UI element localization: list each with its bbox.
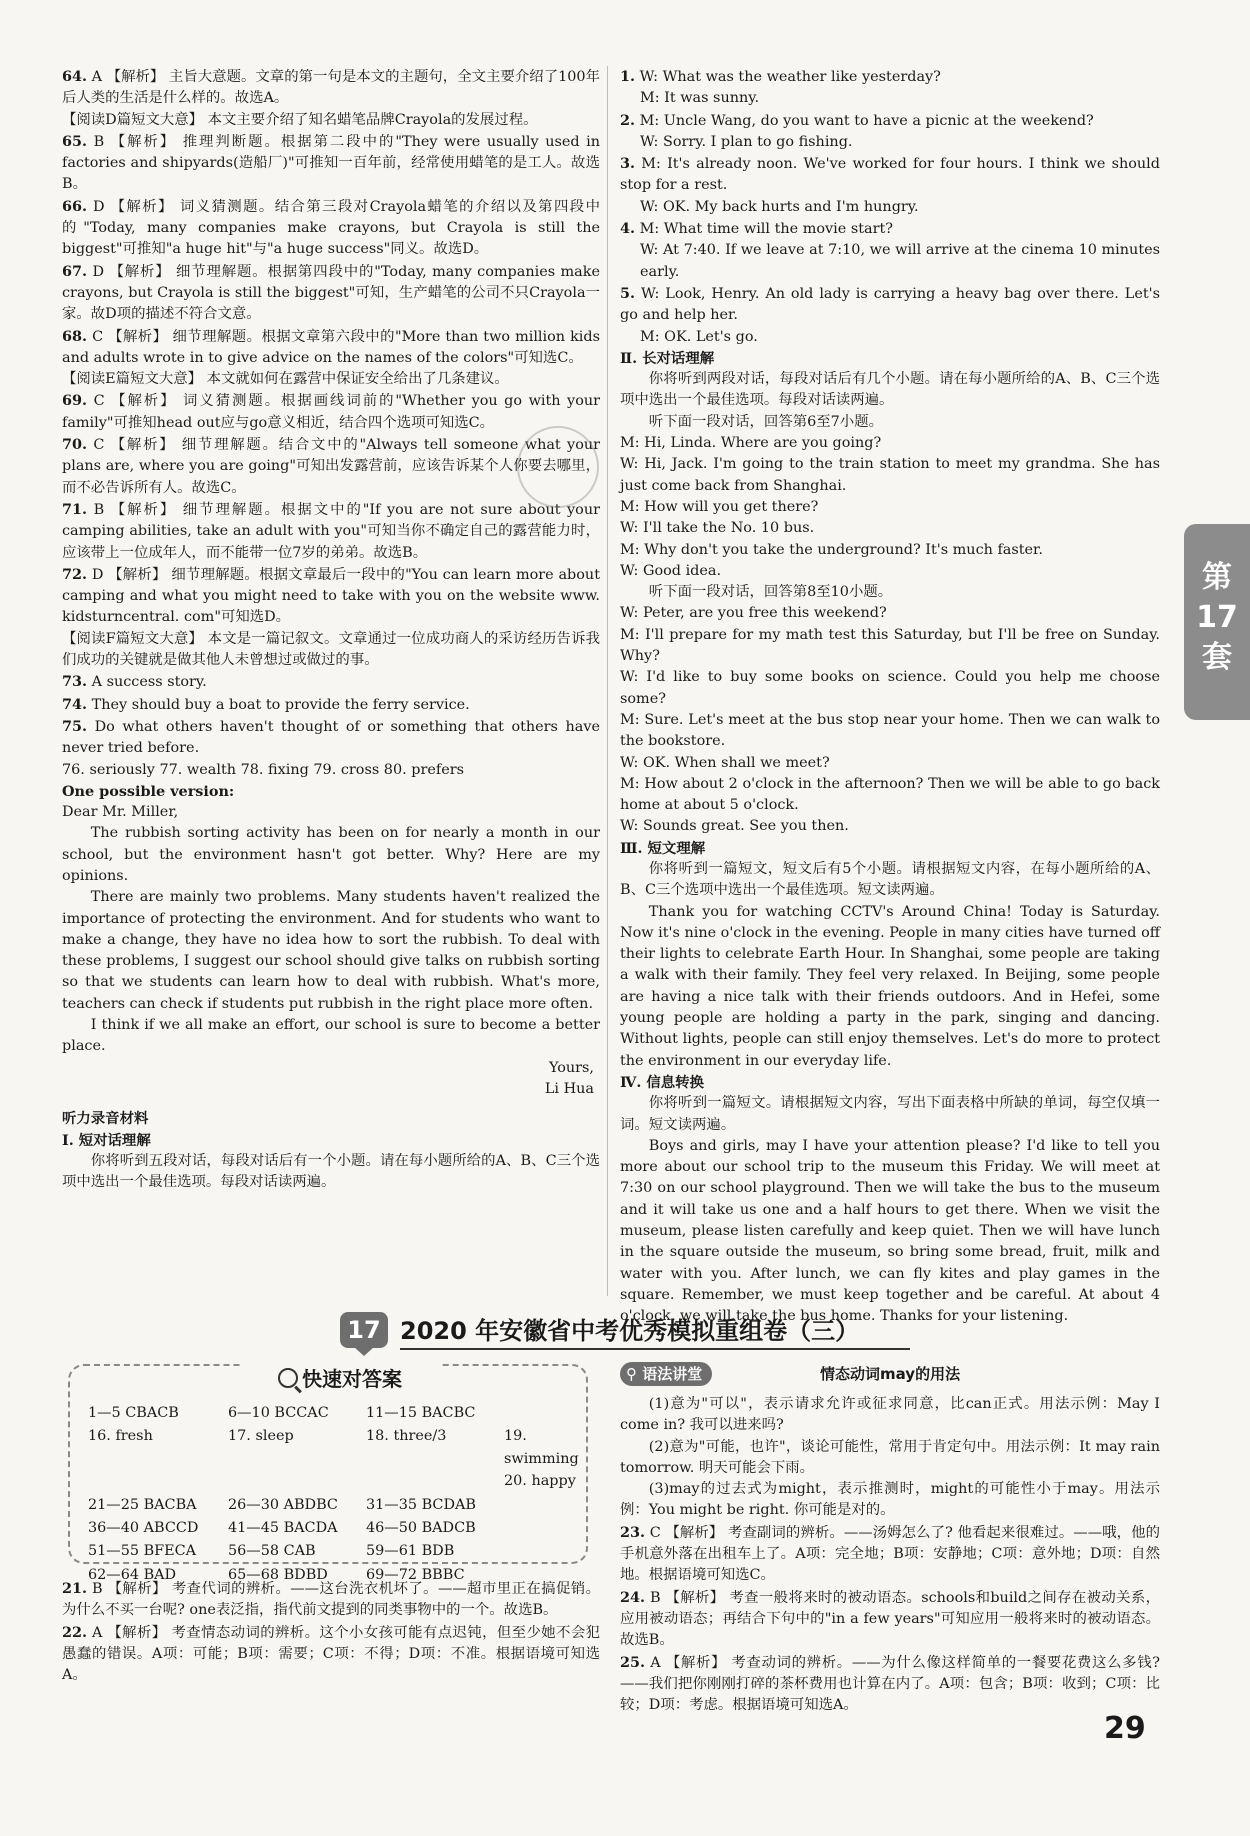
list-item — [620, 132, 1160, 153]
item-number: 21. — [62, 1580, 88, 1597]
answer-cell: 1—5 CBACB — [88, 1405, 179, 1421]
right-column — [620, 66, 1160, 1328]
list-item — [62, 671, 600, 693]
list-item — [620, 753, 1160, 774]
item-text: 你将听到一篇短文。请根据短文内容，写出下面表格中所缺的单词，每空仅填一词。短文读两遍。 — [620, 1095, 1160, 1133]
item-number: 67. — [62, 262, 88, 280]
item-number: 24. — [620, 1588, 646, 1606]
list-item — [620, 153, 1160, 197]
item-number: 74. — [62, 695, 88, 713]
tab-char: 第 — [1202, 560, 1232, 595]
list-item — [620, 1522, 1160, 1587]
item-number: 72. — [62, 565, 88, 583]
item-text: C 【解析】 考查副词的辨析。——汤姆怎么了? 他看起来很难过。——哦，他的手机意外落在出租车上了。A项：完全地；B项：安静地；C项：意外地；D项：自然地。根据语境可知选C。 — [620, 1524, 1161, 1584]
list-item — [620, 283, 1160, 327]
quick-answers-box — [68, 1364, 588, 1583]
item-number: 2. — [620, 111, 636, 129]
item-text: Ⅱ. 长对话理解 — [620, 349, 715, 367]
item-text: They should buy a boat to provide the ferry service. — [91, 696, 470, 713]
item-text: D 【解析】 词义猜测题。结合第三段对Crayola蜡笔的介绍以及第四段中的"Today, many companies make crayons, but Crayola is still the biggest"可推知"a huge hit"与"a huge success"同义。故选D。 — [62, 198, 600, 258]
list-item — [620, 197, 1160, 218]
item-text: B 【解析】 考查一般将来时的被动语态。schools和build之间存在被动关系，应用被动语态；再结合下句中的"in a few years"可知应用一般将来时的被动语态。故选B。 — [620, 1589, 1160, 1649]
tab-number: 17 — [1196, 600, 1238, 635]
list-item — [62, 694, 600, 716]
item-text: A success story. — [91, 674, 207, 691]
list-item — [620, 218, 1160, 240]
answer-cell: 65—68 BDBD — [228, 1566, 328, 1583]
item-text: W: OK. My back hurts and I'm hungry. — [640, 198, 919, 215]
item-text: B 【解析】 考查代词的辨析。——这台洗衣机坏了。——超市里正在搞促销。为什么不买一台呢? one表泛指，指代前文提到的同类事物中的一个。故选B。 — [62, 1581, 600, 1619]
item-text: B 【解析】 推理判断题。根据第二段中的"They were usually used in factories and shipyards(造船厂)"可推知一百年前，经常使用蜡笔的是工人。故选B。 — [62, 133, 600, 193]
item-text: D 【解析】 细节理解题。根据第四段中的"Today, many companies make crayons, but Crayola is still the biggest"可知，生产蜡笔的公司不只Crayola一家。故D项的描述不符合文意。 — [62, 263, 601, 323]
item-text: M: Why don't you take the underground? It's much faster. — [620, 541, 1043, 558]
answer-cell: 59—61 BDB — [366, 1543, 455, 1560]
item-text: C 【解析】 细节理解题。结合文中的"Always tell someone what your plans are, where you are going"可知出发露营前，应该告诉某个人你要去哪里，而不必告诉所有人。故选C。 — [62, 437, 601, 496]
grammar-tag-label: 语法讲堂 — [642, 1365, 703, 1383]
answer-cell: 69—72 BBBC — [366, 1566, 465, 1583]
item-number: 65. — [62, 132, 88, 150]
list-item — [620, 667, 1160, 710]
list-item — [620, 582, 1160, 603]
item-text: W: Sounds great. See you then. — [620, 818, 849, 835]
list-item — [62, 66, 600, 110]
item-number: 3. — [620, 155, 636, 173]
list-item — [620, 433, 1160, 454]
list-item — [62, 110, 600, 131]
item-number: 66. — [62, 197, 88, 215]
answer-cell: 17. sleep — [228, 1428, 294, 1445]
list-item — [62, 369, 600, 390]
grammar-header — [620, 1360, 1160, 1390]
answer-grid — [88, 1402, 579, 1586]
answer-cell: 11—15 BACBC — [366, 1405, 476, 1421]
answer-cell: 19. swimming 20. happy — [504, 1428, 579, 1490]
item-text: M: I'll prepare for my math test this Saturday, but I'll be free on Sunday. Why? — [620, 626, 1160, 665]
list-item — [620, 412, 1160, 433]
answer-cell: 56—58 CAB — [228, 1543, 316, 1560]
magnifier-icon — [278, 1368, 298, 1388]
answer-cell — [504, 1494, 594, 1516]
list-item — [620, 774, 1160, 817]
answer-cell: 46—50 BADCB — [366, 1520, 476, 1537]
grammar-point: (1)意为"可以"，表示请求允许或征求同意，比can正式。用法示例：May I come in? 我可以进来吗? — [620, 1396, 1160, 1434]
item-number: 73. — [62, 673, 88, 691]
grammar-point: (3)may的过去式为might，表示推测时，might的可能性小于may。用法示例：You might be right. 你可能是对的。 — [620, 1481, 1160, 1519]
banner-title: 2020 年安徽省中考优秀模拟重组卷（三） — [400, 1317, 860, 1345]
list-item — [62, 390, 600, 434]
item-text: Ⅲ. 短文理解 — [620, 839, 706, 857]
item-text: A 【解析】 考查动词的辨析。——为什么像这样简单的一餐要花费这么多钱? ——我们把你刚刚打碎的茶杯费用也计算在内了。A项：包含；B项：收到；C项：比较；D项：考虑。根据语境可知选A。 — [620, 1654, 1161, 1714]
list-item — [620, 838, 1160, 859]
item-text: 【阅读E篇短文大意】 本文就如何在露营中保证安全给出了几条建议。 — [62, 371, 509, 388]
list-item — [62, 629, 600, 672]
item-text: 【阅读F篇短文大意】 本文是一篇记叙文。文章通过一位成功商人的采访经历告诉我们成功的关键就是做其他人未曾想过或做过的事。 — [62, 630, 600, 669]
item-number: 4. — [620, 220, 636, 238]
item-text: Do what others haven't thought of or something that others have never tried before. — [62, 718, 601, 757]
list-item — [62, 564, 600, 629]
list-item — [620, 1587, 1160, 1652]
item-text: 听下面一段对话，回答第6至7小题。 — [648, 413, 883, 430]
tab-char: 套 — [1202, 640, 1232, 675]
item-text: W: At 7:40. If we leave at 7:10, we will arrive at the cinema 10 minutes early. — [640, 242, 1160, 280]
list-item — [62, 1622, 600, 1687]
item-text: M: How about 2 o'clock in the afternoon? Then we will be able to go back home at about 5 o'clock. — [620, 775, 1160, 814]
list-item — [620, 1093, 1160, 1136]
item-number: 70. — [62, 436, 88, 454]
list-item — [620, 518, 1160, 539]
list-item — [620, 561, 1160, 582]
item-text: M: What time will the movie start? — [639, 221, 893, 238]
list-item — [62, 760, 600, 781]
answer-cell — [504, 1517, 594, 1539]
grammar-point: (2)意为"可能，也许"，谈论可能性，常用于肯定句中。用法示例：It may rain tomorrow. 明天可能会下雨。 — [620, 1438, 1160, 1476]
item-text: W: Good idea. — [620, 562, 722, 579]
answer-cell: 18. three/3 — [366, 1428, 447, 1445]
item-text: Boys and girls, may I have your attention please? I'd like to tell you more about our school trip to the museum this Friday. We will meet at 7:30 on our school playground. Then we will take the bus to the museum and it will take us one and a half hours to get there. When we visit the museum, please listen carefully and keep quiet. Then we will have lunch in the square outside the museum, so bring some bread, fruit, milk and water with you. After lunch, we can fly kites and play games in the square. Remember, we must keep together and be careful. At about 4 o'clock, we will take the bus home. Thanks for your listening. — [620, 1137, 1160, 1325]
answer-cell: 6—10 BCCAC — [228, 1405, 329, 1421]
list-item — [620, 88, 1160, 109]
item-number: 64. — [62, 68, 88, 85]
list-item — [620, 859, 1160, 902]
page-number: 29 — [1104, 1711, 1146, 1746]
item-text: M: How will you get there? — [620, 498, 819, 515]
item-text: W: I'd like to buy some books on science. Could you help me choose some? — [620, 669, 1160, 707]
item-text: W: Hi, Jack. I'm going to the train station to meet my grandma. She has just come back from Shanghai. — [620, 456, 1160, 494]
item-number: 23. — [620, 1523, 646, 1541]
grammar-title: 情态动词may的用法 — [820, 1365, 961, 1383]
listening-transcript — [620, 66, 1160, 1328]
list-item — [620, 625, 1160, 668]
column-divider — [607, 66, 608, 1296]
item-text: 听下面一段对话，回答第8至10小题。 — [648, 584, 893, 601]
list-item — [620, 497, 1160, 518]
answer-cell: 16. fresh — [88, 1428, 153, 1445]
list-item — [62, 131, 600, 196]
list-item — [620, 454, 1160, 497]
essay-paragraph: I think if we all make an effort, our school is sure to become a better place. — [62, 1017, 600, 1055]
item-number: 5. — [620, 284, 636, 302]
quick-answers-title: 快速对答案 — [302, 1367, 402, 1391]
list-item — [620, 110, 1160, 132]
item-text: D 【解析】 细节理解题。根据文章最后一段中的"You can learn more about camping and what you might need to take with you on the website www. kidsturncentral. com"可知选D。 — [62, 566, 600, 626]
set-number-tab — [1184, 524, 1250, 720]
item-text: W: Peter, are you free this weekend? — [620, 605, 887, 622]
essay-heading: One possible version: — [62, 782, 235, 800]
list-item — [620, 327, 1160, 348]
item-text: M: Sure. Let's meet at the bus stop near your home. Then we can walk to the bookstore. — [620, 711, 1160, 750]
list-item — [620, 1072, 1160, 1093]
item-text: M: Hi, Linda. Where are you going? — [620, 435, 882, 452]
list-item — [620, 540, 1160, 561]
list-item — [62, 261, 600, 326]
list-item — [62, 716, 600, 760]
item-text: 【阅读D篇短文大意】 本文主要介绍了知名蜡笔品牌Crayola的发展过程。 — [62, 111, 538, 128]
listening-intro: 你将听到五段对话，每段对话后有一个小题。请在每小题所给的A、B、C三个选项中选出一个最佳选项。每段对话读两遍。 — [62, 1152, 600, 1191]
essay-greeting: Dear Mr. Miller, — [62, 804, 179, 821]
answer-cell: 31—35 BCDAB — [366, 1496, 476, 1513]
list-item — [620, 66, 1160, 88]
item-number: 68. — [62, 327, 88, 345]
item-text: M: It's already noon. We've worked for four hours. I think we should stop for a rest. — [620, 156, 1160, 194]
item-text: M: Uncle Wang, do you want to have a picnic at the weekend? — [639, 112, 1094, 129]
answer-cell: 36—40 ABCCD — [88, 1520, 199, 1537]
item-text: M: It was sunny. — [640, 90, 760, 107]
bottom-left-explanations — [62, 1578, 600, 1686]
answer-cell: 62—64 BAD — [88, 1566, 177, 1583]
list-item — [620, 369, 1160, 412]
answer-cell — [504, 1540, 594, 1562]
item-text: A 【解析】 主旨大意题。文章的第一句是本文的主题句，全文主要介绍了100年后人类的生活是什么样的。故选A。 — [62, 69, 601, 107]
banner-underline — [400, 1348, 910, 1350]
item-text: A 【解析】 考查情态动词的辨析。这个小女孩可能有点迟钝，但至少她不会犯愚蠢的错误。A项：可能；B项：需要；C项：不得；D项：不准。根据语境可知选A。 — [62, 1624, 601, 1684]
list-item — [62, 1578, 600, 1622]
list-item — [620, 902, 1160, 1072]
list-item — [620, 816, 1160, 837]
left-column — [62, 66, 600, 1193]
list-item — [62, 326, 600, 370]
item-text: 76. seriously 77. wealth 78. fixing 79. cross 80. prefers — [62, 761, 464, 778]
item-text: W: OK. When shall we meet? — [620, 754, 830, 771]
item-text: W: Sorry. I plan to go fishing. — [640, 133, 853, 150]
answer-cell: 51—55 BFECA — [88, 1543, 197, 1560]
list-item — [62, 196, 600, 261]
item-text: 你将听到一篇短文，短文后有5个小题。请根据短文内容，在每小题所给的A、B、C三个选项中选出一个最佳选项。短文读两遍。 — [620, 860, 1160, 899]
item-text: Thank you for watching CCTV's Around China! Today is Saturday. Now it's nine o'clock in the evening. People in many cities have turned off their lights to celebrate Earth Hour. In Shanghai, some people are taking a walk with their family. They feel very relaxed. In Beijing, some people are having a nice talk with their friends outdoors. And in Hefei, some young people are holding a party in the park, singing and dancing. Without lights, people can still enjoy themselves. Let's do more to protect the environment in our everyday life. — [620, 903, 1160, 1069]
item-text: Ⅳ. 信息转换 — [620, 1073, 704, 1091]
list-item — [620, 348, 1160, 369]
item-text: W: What was the weather like yesterday? — [639, 69, 941, 85]
list-item — [620, 1136, 1160, 1328]
publisher-stamp — [517, 426, 599, 508]
answer-explanations — [62, 66, 600, 781]
answer-cell — [504, 1402, 594, 1424]
essay-signature: Li Hua — [544, 1080, 594, 1097]
quick-answers-heading — [240, 1364, 440, 1394]
item-text: W: Look, Henry. An old lady is carrying a heavy bag over there. Let's go and help her. — [620, 285, 1160, 324]
answer-cell: 21—25 BACBA — [88, 1496, 197, 1513]
answer-cell: 26—30 ABDBC — [228, 1496, 338, 1513]
item-number: 1. — [620, 68, 636, 85]
item-number: 75. — [62, 717, 88, 735]
grammar-tag: ⚲ 语法讲堂 — [620, 1362, 712, 1386]
item-text: B 【解析】 细节理解题。根据文中的"If you are not sure about your camping abilities, take an adult with you"可知当你不确定自己的露营能力时，应该带上一位成年人，而不能带一位7岁的弟弟。故选B。 — [62, 501, 600, 561]
essay-paragraph: There are mainly two problems. Many students haven't realized the importance of protecting the environment. And for students who want to make a change, they have no idea how to sort the rubbish. To deal with these problems, I suggest our school should give talks on rubbish sorting so that we students can learn how to deal with rubbish. What's more, teachers can check if students put rubbish in the right place more often. — [62, 889, 600, 1012]
item-text: C 【解析】 细节理解题。根据文章第六段中的"More than two million kids and adults wrote in to give advice on the names of the colors"可知选C。 — [62, 328, 601, 366]
list-item — [620, 1652, 1160, 1717]
list-item — [62, 499, 600, 564]
listening-heading: 听力录音材料 — [62, 1110, 149, 1128]
item-text: C 【解析】 词义猜测题。根据画线词前的"Whether you go with your family"可推知head out应与go意义相近，结合四个选项可知选C。 — [62, 393, 601, 431]
item-number: 71. — [62, 500, 88, 518]
item-text: W: I'll take the No. 10 bus. — [620, 520, 815, 537]
essay-paragraph: The rubbish sorting activity has been on for nearly a month in our school, but the environment hasn't got better. Why? Here are my opinions. — [62, 825, 600, 884]
item-text: M: OK. Let's go. — [640, 328, 758, 345]
section-banner — [340, 1312, 910, 1350]
item-number: 22. — [62, 1623, 88, 1641]
list-item — [620, 710, 1160, 753]
answer-cell: 41—45 BACDA — [228, 1520, 338, 1537]
list-item — [620, 240, 1160, 283]
banner-number: 17 — [340, 1312, 388, 1348]
bottom-right-column — [620, 1360, 1160, 1716]
listening-section-title: Ⅰ. 短对话理解 — [62, 1131, 151, 1149]
answer-explanations-continued — [620, 1522, 1160, 1717]
list-item — [620, 603, 1160, 624]
item-number: 25. — [620, 1653, 646, 1671]
item-number: 69. — [62, 392, 88, 410]
essay-closing: Yours, — [548, 1059, 594, 1076]
item-text: 你将听到两段对话，每段对话后有几个小题。请在每小题所给的A、B、C三个选项中选出一个最佳选项。每段对话读两遍。 — [620, 371, 1160, 409]
